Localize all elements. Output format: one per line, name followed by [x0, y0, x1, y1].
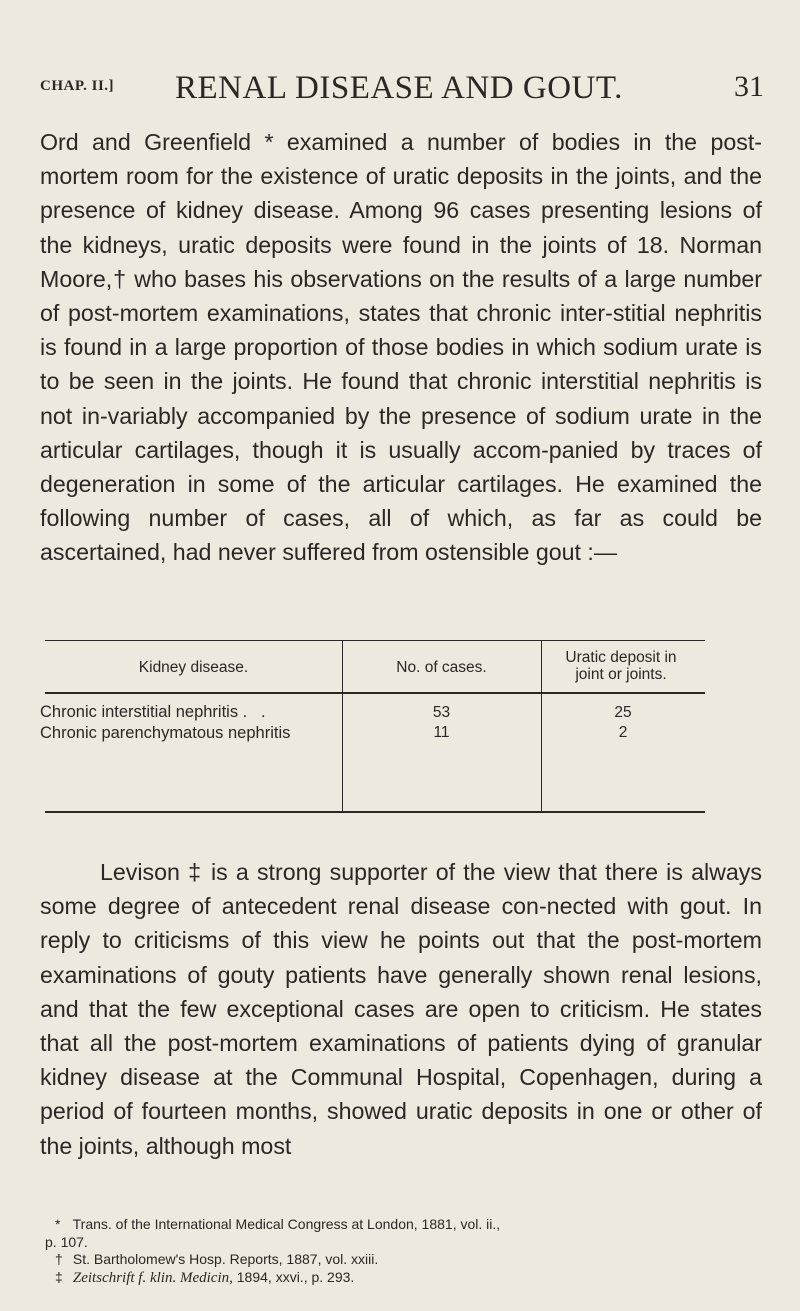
- kidney-disease-table: [40, 640, 705, 813]
- table-top-rule: [45, 640, 705, 641]
- footnote-text: Trans. of the International Medical Congress at London, 1881, vol. ii.,: [72, 1216, 501, 1232]
- footnote-mark: *: [55, 1216, 61, 1232]
- footnote-journal-title: Zeitschrift f. klin. Medicin,: [72, 1269, 233, 1286]
- running-title: RENAL DISEASE AND GOUT.: [175, 70, 623, 106]
- table-header-rule: [45, 692, 705, 694]
- table-cell-disease: Chronic interstitial nephritis . .: [40, 703, 266, 721]
- table-cell-deposit: 2: [618, 724, 628, 741]
- footnote: [55, 1251, 775, 1269]
- table-bottom-rule: [45, 811, 705, 813]
- table-cell-disease: Chronic parenchymatous nephritis: [40, 724, 291, 742]
- page-number: 31: [734, 70, 764, 103]
- footnotes: [45, 1216, 775, 1287]
- footnote-text: St. Bartholomew's Hosp. Reports, 1887, vol. xxiii.: [72, 1251, 379, 1267]
- footnote: [55, 1216, 775, 1234]
- chapter-label: CHAP. II.]: [40, 78, 115, 94]
- table-header-kidney-disease: Kidney disease.: [138, 659, 249, 676]
- running-header: [40, 70, 764, 116]
- footnote: [55, 1269, 775, 1288]
- paragraph-ord-greenfield: Ord and Greenfield * examined a number of bodies in the post-mortem room for the existence of uratic deposits in the joints, and the presence of kidney disease. Among 96 cases presenting lesions of the kidneys, uratic deposits were found in the joints of 18. Norman Moore,† who bases his observations on the results of a large number of post-mortem examinations, states that chronic inter-stitial nephritis is found in a large proportion of those bodies in which sodium urate is to be seen in the joints. He found that chronic interstitial nephritis is not in-variably accompanied by the presence of sodium urate in the articular cartilages, though it is usually accom-panied by traces of degeneration in some of the articular cartilages. He examined the following number of cases, all of which, as far as could be ascertained, had never suffered from ostensible gout :—: [40, 129, 762, 566]
- footnote-mark: †: [55, 1251, 63, 1267]
- table-cell-cases: 11: [433, 724, 450, 741]
- footnote-text: 1894, xxvi., p. 293.: [236, 1268, 355, 1285]
- table-cell-deposit: 25: [614, 704, 632, 721]
- paragraph-levison: Levison ‡ is a strong supporter of the view that there is always some degree of antecedent renal disease con-nected with gout. In reply to criticisms of this view he points out that the post-mortem examinations of gouty patients have generally shown renal lesions, and that the few exceptional cases are open to criticism. He states that all the post-mortem examinations of patients dying of granular kidney disease at the Communal Hospital, Copenhagen, during a period of fourteen months, showed uratic deposits in one or other of the joints, although most: [40, 859, 762, 1159]
- table-header-uratic-deposit: Uratic deposit in joint or joints.: [565, 649, 677, 683]
- footnote-continuation: p. 107.: [45, 1233, 88, 1250]
- table-header-no-of-cases: No. of cases.: [396, 659, 487, 676]
- table-cell-cases: 53: [432, 704, 451, 721]
- footnote-mark: ‡: [55, 1268, 63, 1285]
